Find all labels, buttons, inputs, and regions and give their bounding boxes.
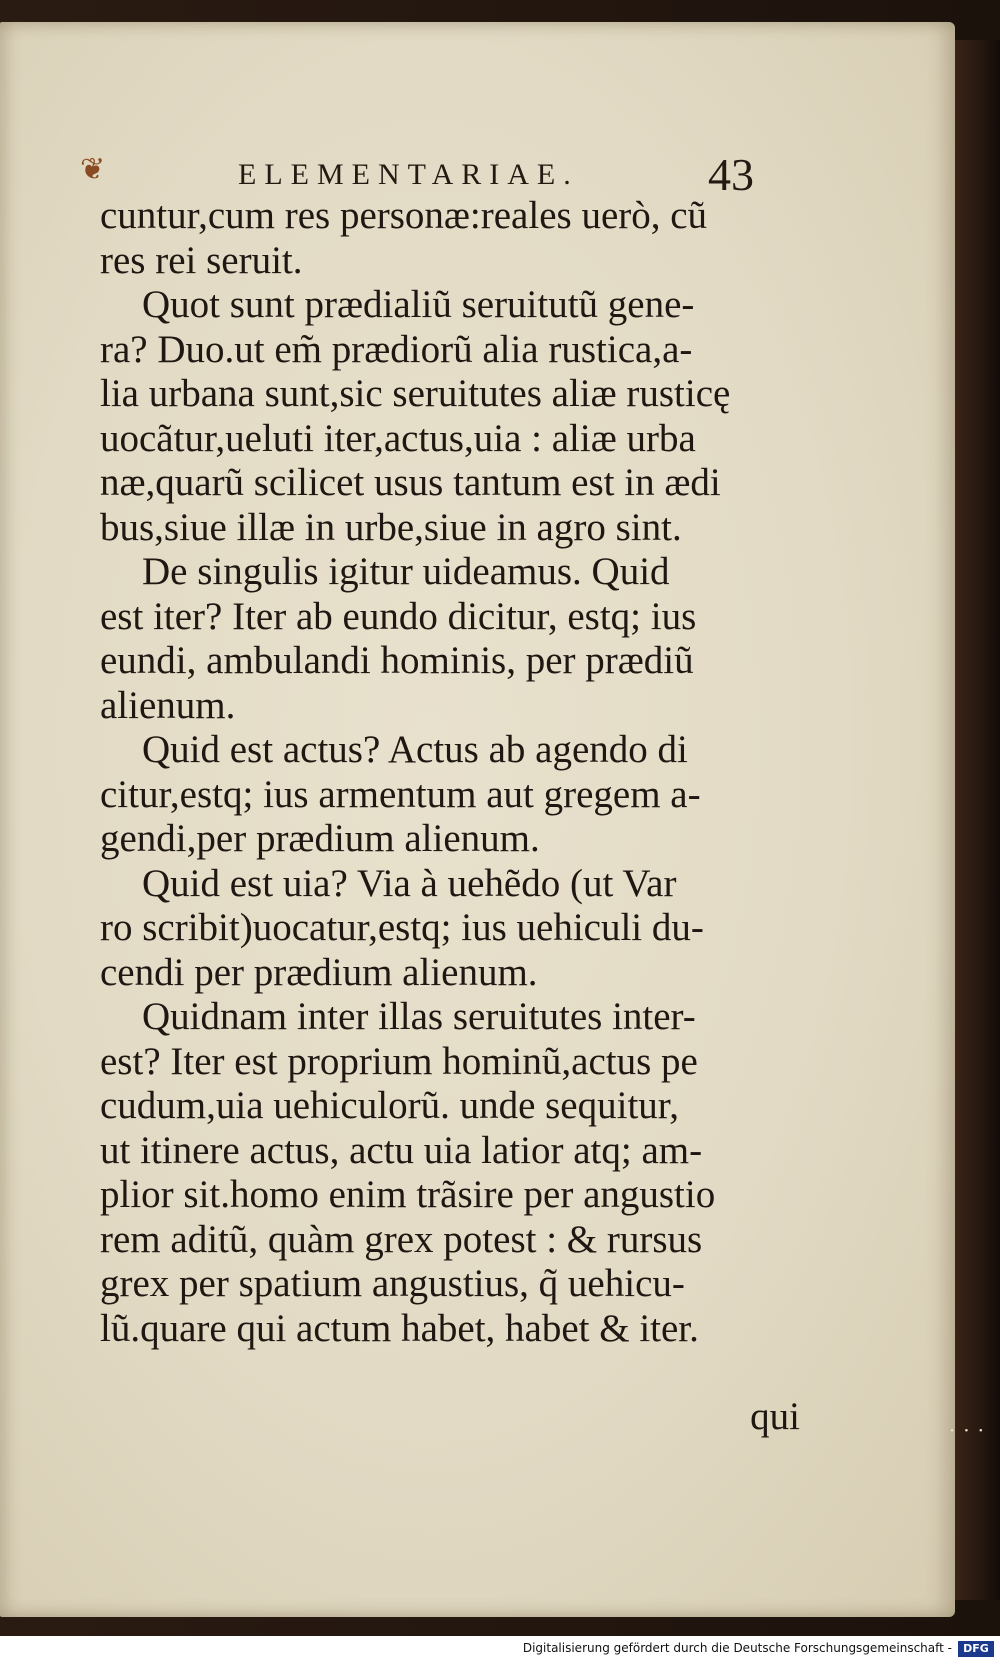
text-line: gendi,per prædium alienum. [100, 817, 540, 860]
text-line: est? Iter est proprium hominũ,actus pe [100, 1039, 698, 1083]
text-line: eundi, ambulandi hominis, per prædiũ [100, 639, 694, 682]
text-line: plior sit.homo enim trãsire per angustio [100, 1173, 716, 1216]
text-line: res rei seruit. [100, 238, 303, 282]
text-line: rem aditũ, quàm grex potest : & rursus [100, 1217, 703, 1261]
book-page [0, 22, 955, 1617]
edge-dots: ··· [948, 1418, 992, 1442]
text-line: ra? Duo.ut em̃ prædiorũ alia rustica,a- [100, 327, 693, 371]
text-line: næ,quarũ scilicet usus tantum est in ædi [100, 461, 721, 504]
text-line: ut itinere actus, actu uia latior atq; am- [100, 1128, 703, 1172]
text-line: Quidnam inter illas seruitutes inter- [142, 995, 696, 1038]
text-line: uocãtur,ueluti iter,actus,uia : aliæ urba [100, 416, 696, 460]
text-line: lia urbana sunt,sic seruitutes aliæ rusticę [100, 372, 731, 415]
book-binding [955, 40, 1000, 1600]
text-line: cendi per prædium alienum. [100, 950, 538, 994]
text-line: De singulis igitur uideamus. Quid [142, 550, 670, 593]
page-number: 43 [708, 149, 754, 200]
text-line: Quot sunt prædialiũ seruitutũ gene- [142, 283, 695, 326]
page-header [80, 149, 800, 200]
text-line: alienum. [100, 683, 236, 727]
dfg-logo: DFG [958, 1641, 994, 1657]
text-line: lũ.quare qui actum habet, habet & iter. [100, 1306, 699, 1350]
ink-mark: ❦ [80, 152, 106, 187]
running-title: ELEMENTARIAE. [238, 158, 579, 191]
text-line: citur,estq; ius armentum aut gregem a- [100, 772, 701, 816]
text-line: Quid est uia? Via à uehẽdo (ut Var [142, 861, 677, 905]
text-line: cudum,uia uehiculorũ. unde sequitur, [100, 1084, 679, 1127]
text-line: cuntur,cum res personæ:reales uerò, cũ [100, 194, 708, 237]
text-line: bus,siue illæ in urbe,siue in agro sint. [100, 505, 682, 549]
text-line: est iter? Iter ab eundo dicitur, estq; ius [100, 594, 697, 638]
funding-credit: Digitalisierung gefördert durch die Deutsche Forschungsgemeinschaft - [522, 1641, 952, 1655]
body-text [100, 194, 800, 1351]
text-line: grex per spatium angustius, q̃ uehicu- [100, 1262, 685, 1305]
digitization-footer [0, 1636, 1000, 1664]
text-line: Quid est actus? Actus ab agendo di [142, 728, 688, 771]
catchword: qui [750, 1395, 800, 1438]
text-line: ro scribit)uocatur,estq; ius uehiculi du- [100, 906, 704, 949]
